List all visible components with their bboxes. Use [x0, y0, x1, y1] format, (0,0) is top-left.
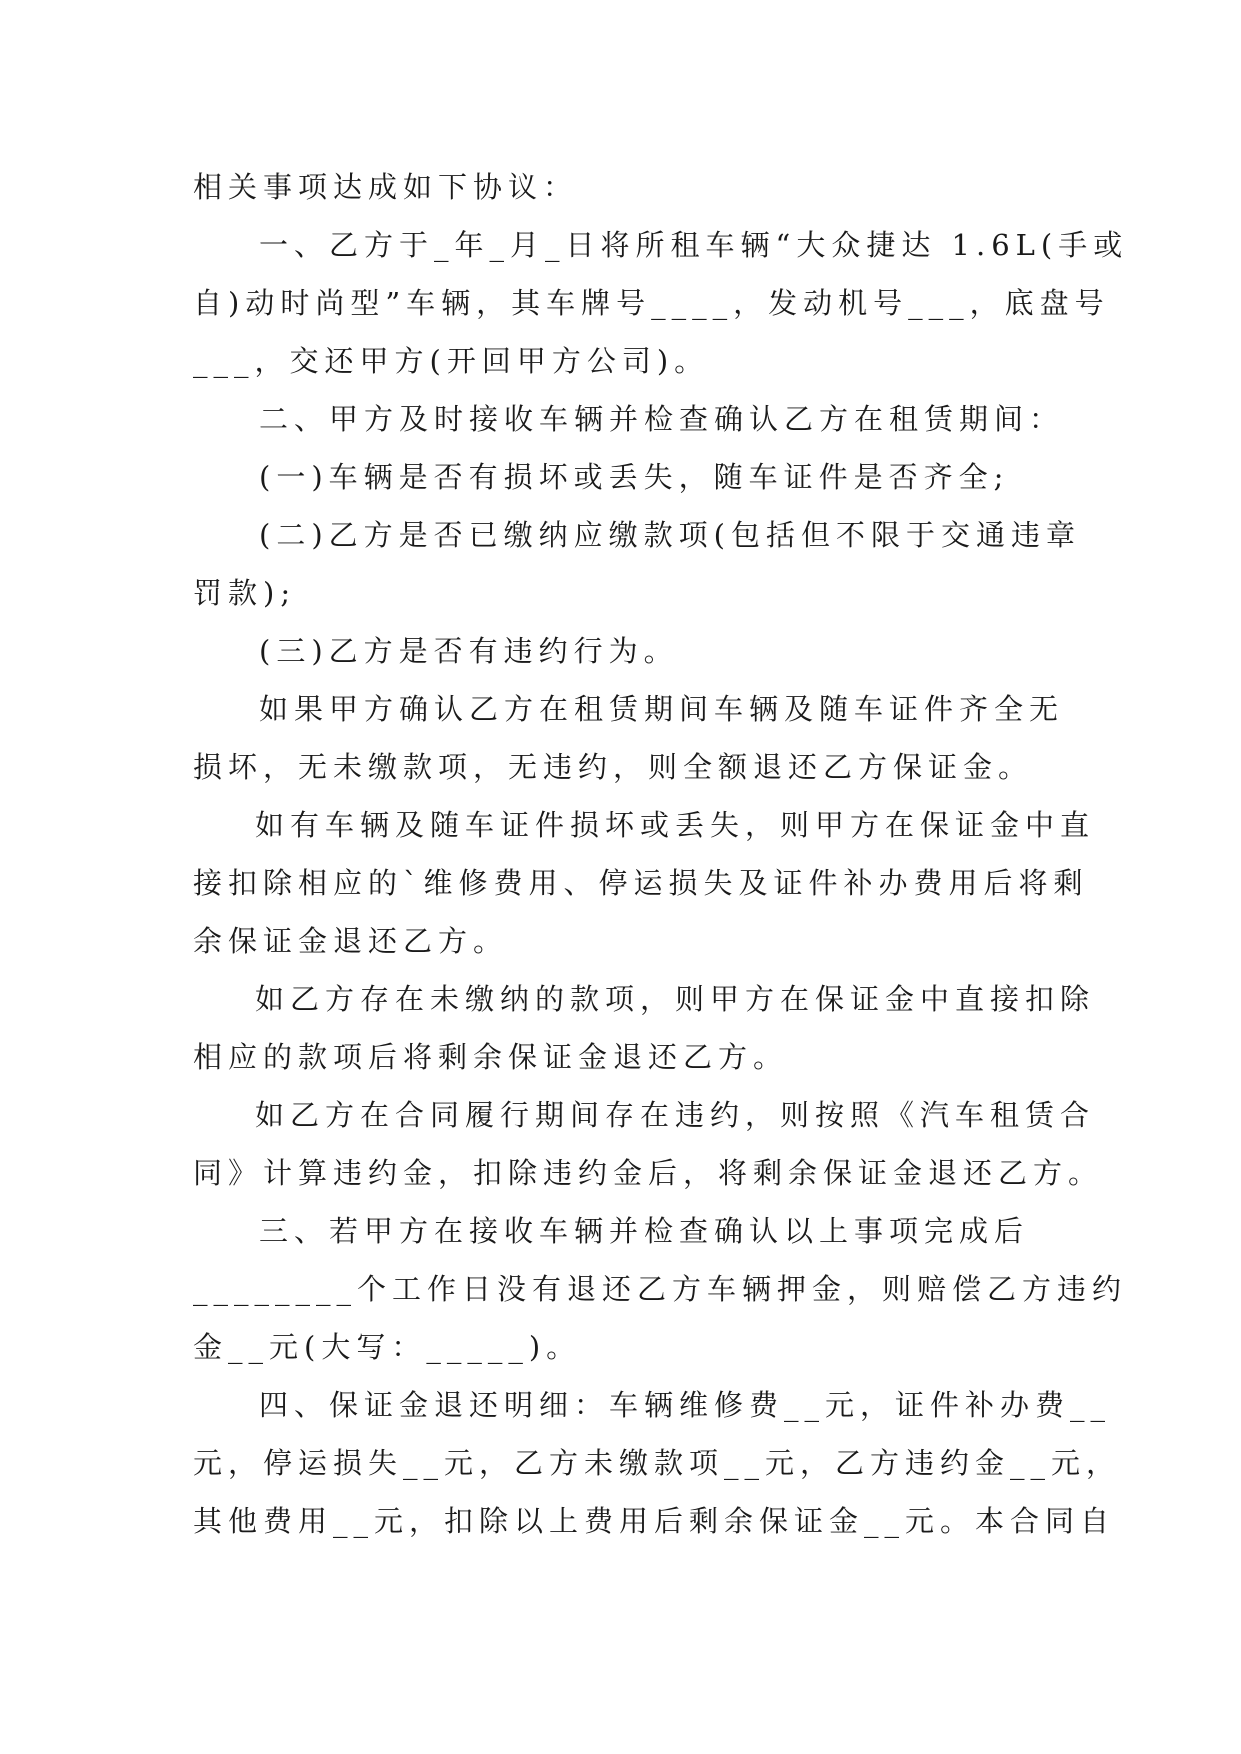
- text-line: 金__元(大写：_____)。: [193, 1330, 582, 1364]
- text-line: 二、甲方及时接收车辆并检查确认乙方在租赁期间：: [259, 402, 1065, 436]
- text-line: 四、保证金退还明细：车辆维修费__元，证件补办费__: [259, 1388, 1112, 1422]
- text-line: ___，交还甲方(开回甲方公司)。: [193, 344, 710, 378]
- text-line: 损坏，无未缴款项，无违约，则全额退还乙方保证金。: [193, 750, 1034, 784]
- text-line: (二)乙方是否已缴纳应缴款项(包括但不限于交通违章: [259, 518, 1081, 552]
- text-line: 如乙方存在未缴纳的款项，则甲方在保证金中直接扣除: [255, 982, 1096, 1016]
- text-line: (一)车辆是否有损坏或丢失，随车证件是否齐全;: [259, 460, 1010, 494]
- text-line: 其他费用__元，扣除以上费用后剩余保证金__元。本合同自: [193, 1504, 1116, 1538]
- text-line: (三)乙方是否有违约行为。: [259, 634, 679, 668]
- text-line: 相关事项达成如下协议：: [193, 170, 579, 204]
- text-line: 如有车辆及随车证件损坏或丢失，则甲方在保证金中直: [255, 808, 1096, 842]
- text-line: 自)动时尚型”车辆，其车牌号____，发动机号___，底盘号: [193, 286, 1110, 320]
- text-line: 余保证金退还乙方。: [193, 924, 509, 958]
- text-line: 一、乙方于_年_月_日将所租车辆“大众捷达 1.6L(手或: [259, 228, 1129, 262]
- text-line: 同》计算违约金，扣除违约金后，将剩余保证金退还乙方。: [193, 1156, 1104, 1190]
- text-line: 元，停运损失__元，乙方未缴款项__元，乙方违约金__元，: [193, 1446, 1122, 1480]
- text-line: 相应的款项后将剩余保证金退还乙方。: [193, 1040, 789, 1074]
- text-line: 接扣除相应的`维修费用、停运损失及证件补办费用后将剩: [193, 866, 1089, 900]
- text-line: ________个工作日没有退还乙方车辆押金，则赔偿乙方违约: [193, 1272, 1128, 1306]
- text-line: 如乙方在合同履行期间存在违约，则按照《汽车租赁合: [255, 1098, 1096, 1132]
- text-line: 三、若甲方在接收车辆并检查确认以上事项完成后: [259, 1214, 1030, 1248]
- text-line: 如果甲方确认乙方在租赁期间车辆及随车证件齐全无: [259, 692, 1065, 726]
- text-line: 罚款);: [193, 576, 297, 610]
